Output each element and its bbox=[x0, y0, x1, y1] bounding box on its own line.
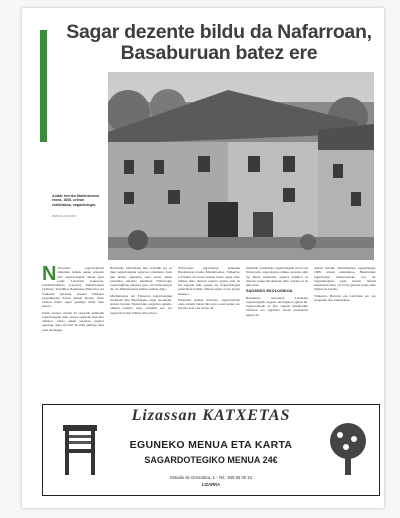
apple-tree-icon bbox=[323, 419, 373, 479]
column-4-text: mahaiak. Lenaldeko sagardotegiak ere ba du Nafarroako sagardoaren aldeko apustua egin du. Beste batzuetan, sagarra nahikoa ez denean, kanpotik ekartzen dute. Aurten ez da hala izan. bbox=[246, 266, 308, 287]
headline-line-1: Sagar dezente bildu da Nafarroan, bbox=[66, 21, 372, 43]
column-2-text-b: Martintxenea eta Txikerria sagardotegiak hornitzen ditu Basaburuko sagar ekoizleek. Aldatz herrian Nafarroako sagardoa egiteko ohitura zaharra dago oraindik ere, eta sagarrak bertan biltzen dira urtero. bbox=[110, 293, 172, 315]
article-headline bbox=[60, 22, 378, 64]
ad-daily-menu: EGUNEKO MENUA ETA KARTA bbox=[129, 439, 293, 451]
drop-cap: N bbox=[42, 263, 57, 285]
column-2 bbox=[110, 266, 172, 315]
article-photo bbox=[108, 72, 374, 260]
ad-brand-name: Lizassan KATXETAS bbox=[131, 407, 291, 424]
column-5-text: Aldatz herriko Martintxenea sagardotegia, 1608. urtean eraikitakoa, Basaburuko sagardotegi zaharrenetako bat da. Sagardotegian egun bertan menua eskaintzen dute, eta txotx garaian jende asko biltzen da bertan. bbox=[314, 266, 376, 292]
column-2-text: Beltzunko beltendada hau oraindik eta ez dute sagardotegiak sagarrez ordezkatu. Joan den urteko egunetan atera zuten azken urteetako emaitza handiena. Nafarroako sagardogileen elkartea gero eta indartsuagoa da, eta Martintxenea mahai ondoan dago. bbox=[110, 266, 172, 292]
article-body bbox=[42, 263, 378, 394]
column-1-text: afarroako sagardogileen elkarteko kideek azken urteetan bizi sagardotegiak daude gaur egun: Larraldea (Lekaroz), Lindaberenbirda (Leaoaz), Martintxenea (Aldatz), Tornilkon Natanenea (Berrotte) eta Txikerria (Aldatz), Axaloz Zubizare (Azpilkueta). Euren datuek dionez, beste urtetan baino sagar gehiago bildu dute aurten. bbox=[42, 266, 104, 309]
column-3 bbox=[178, 266, 240, 311]
restaurant-advertisement bbox=[42, 404, 380, 496]
column-4-text-b: Basaburua barrenean Larraldea sagardotegiak sagardo ekologikoa egiten du. Sagarrondoak ez dira ongarri kimikoekin zaintzen eta sagardoa modu naturalean egiten da. bbox=[246, 295, 308, 317]
column-3-text: Nafarroako sagardotegi gehienak Basaburuan daude. Martintxenea, Txikerria, Larraldea eta beste batzuk urtero sagar asko biltzen dute. Aurten sagarra ugaria izan da eta sagardo asko egingo da. Sagardotegiek urtarrilean irekiko dituzte ateak, txotx garaia hasteko. bbox=[178, 266, 240, 296]
section-bar bbox=[40, 30, 47, 142]
photo-credit: IMANOL IGANTZI bbox=[52, 214, 77, 218]
column-1-text-b: Iaztik aurrera, urtean 25 sagarrak gehienak sagardotegiak dute, aurten sagarrak izan dira nahikoa, baina azken urteetan sagarra ugariago dago eta hori bi aldiz gehiago dela esan dezakegu. bbox=[42, 310, 104, 332]
column-4 bbox=[246, 266, 308, 317]
photo-caption: Aldatz herriko Martintxenea etxea, 1608. urtean eraikitakoa, sagardotegia. bbox=[52, 194, 100, 207]
column-3-text-b: Elkarteko kideek diotenez, sagarrondoak ondo zaindu behar dira urte osoan zehar, eta horrela uzta ona izaten da. bbox=[178, 297, 240, 311]
section-label: • • • BASABURUKO KRONIKAK • • • bbox=[30, 31, 36, 140]
column-5 bbox=[314, 266, 376, 302]
column-4-subhead: SAGARDO EKOLOGIKOA bbox=[246, 289, 293, 294]
headline-line-2: Basaburuan batez ere bbox=[120, 42, 318, 64]
column-1 bbox=[42, 263, 104, 332]
chair-logo-icon bbox=[55, 419, 105, 479]
farmhouse-photo-image bbox=[108, 72, 374, 260]
column-5-text-b: Txikerria, Berrotte eta Larraldea ere oso ezagunak dira eskualdean. bbox=[314, 293, 376, 302]
ad-town: LIZARRA bbox=[201, 482, 221, 487]
ad-address: Estudio de Gremática, 1 - Tel.: 948 55 00 10 bbox=[170, 475, 252, 480]
ad-cider-menu: SAGARDOTEGIKO MENUA 24€ bbox=[144, 455, 278, 465]
